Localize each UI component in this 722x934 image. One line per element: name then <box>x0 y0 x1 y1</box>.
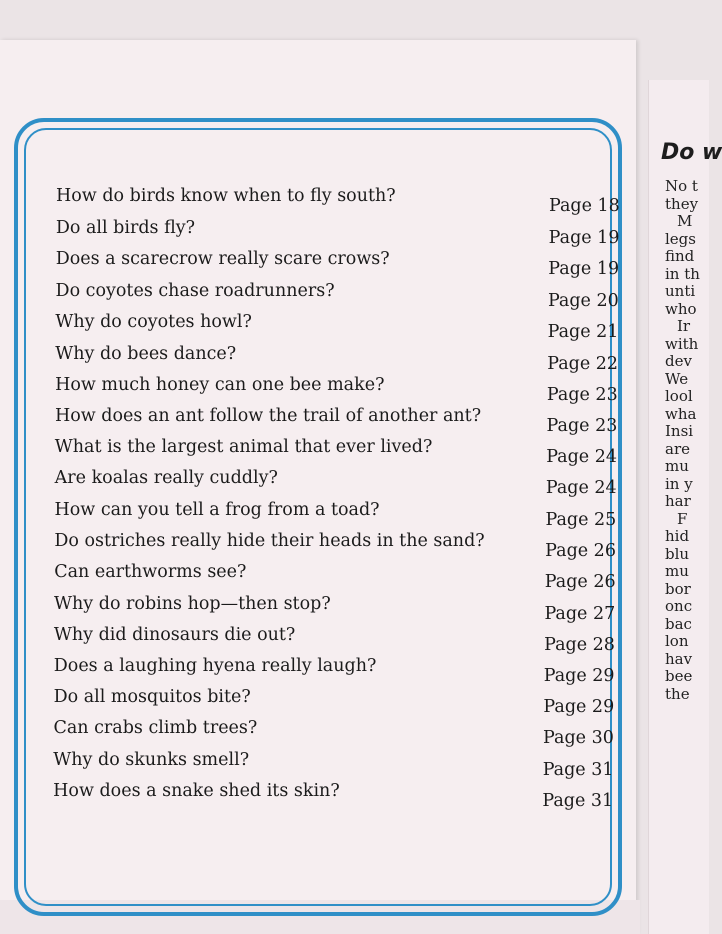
contents-row <box>0 625 620 653</box>
facing-page-line: bac <box>665 614 692 633</box>
contents-page-number: Page 31 <box>542 791 614 811</box>
contents-page-number: Page 30 <box>543 728 614 748</box>
contents-row <box>0 344 620 372</box>
contents-question: How does a snake shed its skin? <box>53 781 340 801</box>
contents-question: What is the largest animal that ever lived? <box>54 437 433 457</box>
facing-page-line: blu <box>665 544 690 563</box>
facing-page-line: lon <box>665 632 689 650</box>
contents-page-number: Page 26 <box>544 572 616 592</box>
contents-row <box>0 562 620 590</box>
contents-question: Do coyotes chase roadrunners? <box>55 281 335 301</box>
facing-page-line: who <box>665 299 697 318</box>
contents-question: Why do coyotes howl? <box>55 312 252 332</box>
contents-question: Can earthworms see? <box>54 562 247 582</box>
contents-row <box>0 218 620 246</box>
contents-row <box>0 531 620 559</box>
contents-question: Why do skunks smell? <box>53 750 250 770</box>
facing-page-line: are <box>665 439 690 458</box>
facing-page-line: in y <box>665 474 693 493</box>
facing-page-line: they <box>665 194 699 213</box>
contents-question: Do all mosquitos bite? <box>53 687 251 707</box>
contents-row <box>0 594 620 622</box>
facing-page-line: unti <box>665 282 696 300</box>
contents-row <box>0 750 620 778</box>
contents-row <box>0 437 620 465</box>
facing-page-line: find <box>665 247 695 265</box>
contents-question: Can crabs climb trees? <box>53 718 258 738</box>
contents-question: Do ostriches really hide their heads in the sand? <box>54 531 485 551</box>
contents-page-number: Page 24 <box>545 478 617 498</box>
facing-page-line: onc <box>665 597 693 615</box>
facing-page-line: dev <box>665 352 692 370</box>
facing-page-line: F <box>677 509 688 528</box>
facing-page-line: bee <box>665 667 693 685</box>
contents-page-number: Page 19 <box>548 228 620 248</box>
facing-page-line: legs <box>665 229 696 248</box>
facing-page-line: in th <box>665 264 700 283</box>
contents-row <box>0 500 620 528</box>
contents-page-number: Page 18 <box>549 196 620 216</box>
facing-page-line: No t <box>665 177 698 195</box>
facing-page <box>648 80 722 934</box>
contents-question: Why do bees dance? <box>55 344 237 364</box>
contents-page-number: Page 23 <box>546 385 618 405</box>
facing-page-heading: Do w <box>661 140 722 165</box>
contents-question: Do all birds fly? <box>55 218 196 238</box>
facing-page-line: bor <box>665 579 691 598</box>
facing-page-line: Ir <box>677 317 691 335</box>
contents-page-number: Page 19 <box>548 259 620 279</box>
facing-page-text <box>665 178 700 703</box>
contents-page-number: Page 22 <box>547 354 619 374</box>
facing-page-line: hav <box>665 649 693 668</box>
contents-question: Why do robins hop—then stop? <box>54 594 331 614</box>
contents-question: Are koalas really cuddly? <box>54 468 278 488</box>
facing-page-line: with <box>665 334 699 353</box>
facing-page-line: We <box>665 369 689 388</box>
contents-row <box>0 468 620 496</box>
contents-page-number: Page 29 <box>543 697 615 717</box>
contents-row <box>0 781 620 809</box>
facing-page-line: hid <box>665 527 690 545</box>
contents-row <box>0 249 620 277</box>
contents-row <box>0 656 620 684</box>
contents-page-number: Page 21 <box>547 322 619 342</box>
contents-question: How much honey can one bee make? <box>55 375 385 395</box>
contents-page-number: Page 20 <box>547 291 619 311</box>
facing-page-line: har <box>665 492 691 510</box>
contents-page-number: Page 25 <box>545 510 617 530</box>
facing-page-line: M <box>677 212 693 230</box>
facing-page-line: the <box>665 684 690 703</box>
contents-question: Why did dinosaurs die out? <box>53 625 296 645</box>
contents-page-number: Page 27 <box>544 604 616 624</box>
contents-page-number: Page 24 <box>546 447 617 467</box>
contents-row <box>0 312 620 340</box>
facing-page-line: mu <box>665 457 689 475</box>
contents-question: Does a laughing hyena really laugh? <box>53 656 377 676</box>
contents-row <box>0 281 620 309</box>
facing-page-line: wha <box>665 404 697 423</box>
contents-page-number: Page 29 <box>543 666 615 686</box>
contents-row <box>0 406 620 434</box>
contents-row <box>0 186 620 214</box>
contents-page-number: Page 23 <box>546 416 618 436</box>
contents-row <box>0 718 620 746</box>
contents-row <box>0 375 620 403</box>
contents-question: How does an ant follow the trail of another ant? <box>54 406 482 426</box>
contents-page-number: Page 28 <box>544 635 615 655</box>
contents-page-number: Page 31 <box>542 760 614 780</box>
facing-page-line: lool <box>665 387 693 405</box>
contents-row <box>0 687 620 715</box>
contents-question: How do birds know when to fly south? <box>56 186 396 206</box>
facing-page-line: Insi <box>665 422 694 440</box>
contents-question: How can you tell a frog from a toad? <box>54 500 380 520</box>
facing-page-line: mu <box>665 562 689 580</box>
contents-question: Does a scarecrow really scare crows? <box>55 249 390 269</box>
contents-page-number: Page 26 <box>545 541 616 561</box>
